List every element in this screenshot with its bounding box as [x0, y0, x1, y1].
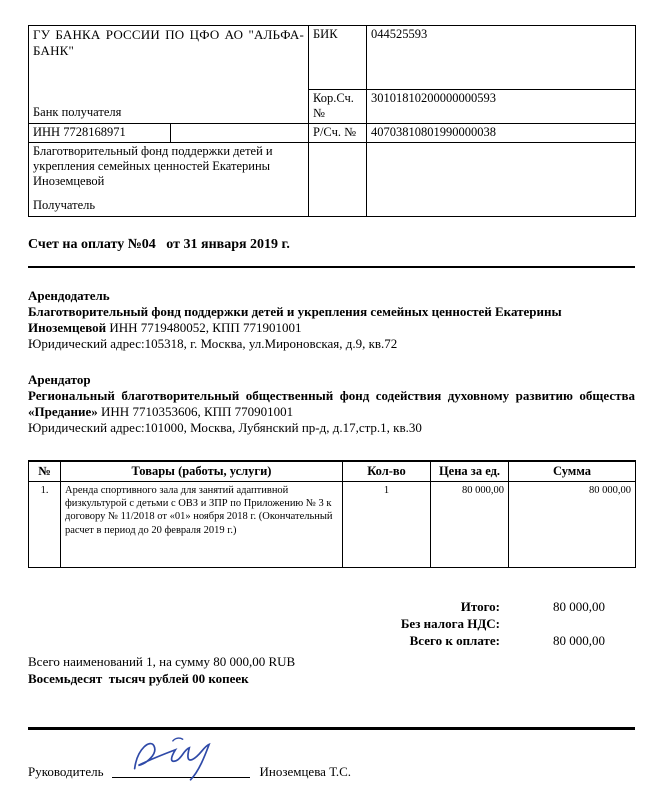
col-header-price: Цена за ед. [431, 461, 509, 482]
kpp-cell [171, 123, 309, 142]
itogo-value: 80 000,00 [553, 598, 605, 614]
landlord-name-line [28, 304, 635, 336]
total-nds-row [28, 615, 635, 632]
tenant-heading: Арендатор [28, 371, 91, 387]
landlord-section [28, 288, 635, 352]
total-due-label: Всего к оплате: [409, 632, 500, 648]
bank-name-cell [29, 26, 309, 124]
nds-value [500, 615, 635, 632]
tenant-inn-kpp: ИНН 7710353606, КПП 770901001 [97, 403, 294, 419]
items-header-row [29, 461, 636, 482]
item-qty: 1 [343, 481, 431, 567]
col-header-qty: Кол-во [343, 461, 431, 482]
receiver-cell [29, 142, 309, 216]
tenant-name-line [28, 388, 635, 420]
summary-line: Всего наименований 1, на сумму 80 000,00 RUB [28, 653, 296, 669]
empty-cell [367, 142, 636, 216]
item-description: Аренда спортивного зала для занятий адаптивной физкультурой с детьми с ОВЗ и ЗПР по Приложению № 3 к договору № 11/2018 от «01» ноября 2018 г. (Окончательный расчет в период до 20 февраля 2019 г.) [61, 481, 343, 567]
nds-label: Без налога НДС: [400, 615, 500, 631]
table-row [29, 481, 636, 567]
total-due-value: 80 000,00 [553, 632, 605, 648]
item-num: 1. [29, 481, 61, 567]
total-itogo-row [28, 598, 635, 615]
totals-block [28, 598, 635, 649]
landlord-address: Юридический адрес:105318, г. Москва, ул.Мироновская, д.9, кв.72 [28, 335, 398, 351]
item-sum: 80 000,00 [509, 481, 636, 567]
landlord-heading: Арендодатель [28, 287, 110, 303]
bank-receiver-label: Банк получателя [33, 104, 122, 119]
settlement-account-label: Р/Сч. № [309, 123, 367, 142]
tenant-name: Региональный благотворительный общественный фонд содействия духовному развитию общества «Предание» [28, 387, 635, 419]
signature-row [28, 758, 635, 780]
bik-label: БИК [309, 26, 367, 90]
bank-details-table [28, 25, 636, 217]
separator-line [28, 266, 635, 268]
col-header-num: № [29, 461, 61, 482]
bank-name: ГУ БАНКА РОССИИ ПО ЦФО АО "АЛЬФА-БАНК" [33, 27, 304, 58]
inn-value: ИНН 7728168971 [29, 123, 171, 142]
col-header-sum: Сумма [509, 461, 636, 482]
items-table [28, 460, 636, 568]
corr-account-value: 30101810200000000593 [367, 90, 636, 124]
director-name: Иноземцева Т.С. [259, 763, 352, 779]
itogo-label: Итого: [460, 598, 500, 614]
receiver-name: Благотворительный фонд поддержки детей и укрепления семейных ценностей Екатерины Иноземцевой [33, 143, 273, 188]
col-header-goods: Товары (работы, услуги) [61, 461, 343, 482]
tenant-address: Юридический адрес:101000, Москва, Лубянский пр-д, д.17,стр.1, кв.30 [28, 419, 422, 435]
corr-account-label: Кор.Сч. № [309, 90, 367, 124]
settlement-account-value: 40703810801990000038 [367, 123, 636, 142]
director-label: Руководитель [28, 763, 104, 779]
bik-value: 044525593 [367, 26, 636, 90]
signature-image [122, 728, 221, 787]
amount-in-words: Восемьдесят тысяч рублей 00 копеек [28, 670, 249, 686]
item-price: 80 000,00 [431, 481, 509, 567]
landlord-name: Благотворительный фонд поддержки детей и укрепления семейных ценностей Екатерины Иноземцевой [28, 303, 562, 335]
invoice-title: Счет на оплату №04 от 31 января 2019 г. [28, 236, 290, 252]
total-due-row [28, 632, 635, 649]
signature-line [112, 758, 250, 778]
divider-bar [28, 727, 635, 730]
receiver-label: Получатель [33, 198, 96, 213]
tenant-section [28, 372, 635, 436]
landlord-inn-kpp: ИНН 7719480052, КПП 771901001 [106, 319, 302, 335]
empty-cell [309, 142, 367, 216]
